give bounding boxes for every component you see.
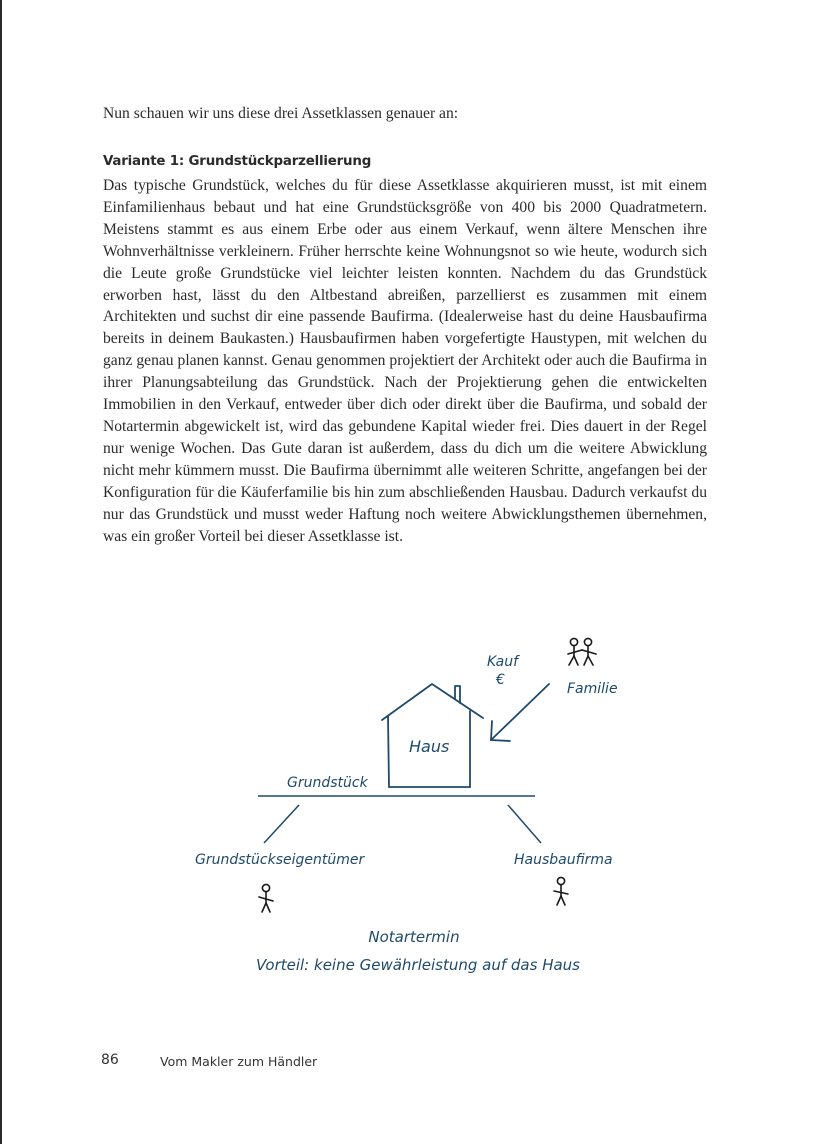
branch-line-owner	[264, 805, 299, 843]
label-grundstueckseigentuemer: Grundstückseigentümer	[195, 852, 365, 868]
section-heading: Variante 1: Grundstückparzellierung	[103, 154, 372, 169]
label-vorteil: Vorteil: keine Gewährleistung auf das Haus	[256, 956, 580, 974]
label-notartermin: Notartermin	[368, 928, 460, 946]
label-familie: Familie	[567, 681, 618, 697]
label-grundstueck: Grundstück	[287, 775, 368, 791]
family-icon	[568, 638, 596, 665]
running-footer-title: Vom Makler zum Händler	[160, 1054, 318, 1069]
branch-line-builder	[508, 805, 541, 843]
label-haus: Haus	[409, 737, 450, 756]
label-euro: €	[496, 672, 505, 688]
label-kauf: Kauf	[487, 654, 519, 670]
house-icon	[382, 684, 483, 787]
intro-text: Nun schauen wir uns diese drei Assetklassen genauer an:	[103, 105, 459, 122]
page-number: 86	[101, 1052, 119, 1068]
body-paragraph: Das typische Grundstück, welches du für diese Assetklasse akquirieren musst, ist mit einem Einfamilienhaus bebaut und hat eine Grundstücksgröße von 400 bis 2000 Quadratmetern. Meistens stammt es aus einem Erbe oder aus einem Verkauf, wenn ältere Menschen ihre Wohnverhältnisse verkleinern. Früher herrschte keine Wohnungsnot so wie heute, wodurch sich die Leute große Grundstücke viel leichter leisten konnten. Nachdem du das Grundstück erworben hast, lässt du den Altbestand abreißen, parzellierst es zusammen mit einem Architekten und suchst dir eine passende Baufirma. (Idealerweise hast du deine Hausbaufirma bereits in deinem Baukasten.) Hausbaufirmen haben vorgefertigte Haustypen, mit welchen du ganz genau planen kannst. Genau genommen projektiert der Architekt oder auch die Baufirma in ihrer Planungsabteilung das Grundstück. Nach der Projektierung gehen die entwickelten Immobilien in den Verkauf, entweder über dich oder direkt über die Baufirma, und sobald der Notartermin abgewickelt ist, wird das gebundene Kapital wieder frei. Dies dauert in der Regel nur wenige Wochen. Das Gute daran ist außerdem, dass du dich um die weitere Abwicklung nicht mehr kümmern musst. Die Baufirma übernimmt alle weiteren Schritte, angefangen bei der Konfiguration für die Käuferfamilie bis hin zum abschließenden Hausbau. Dadurch verkaufst du nur das Grundstück und musst weder Haftung noch weitere Abwicklungsthemen übernehmen, was ein großer Vorteil bei dieser Assetklasse ist.	[103, 177, 707, 545]
person-icon-builder	[554, 877, 568, 905]
label-hausbaufirma: Hausbaufirma	[514, 852, 613, 868]
person-icon-owner	[259, 884, 273, 912]
arrow-icon	[491, 684, 549, 741]
